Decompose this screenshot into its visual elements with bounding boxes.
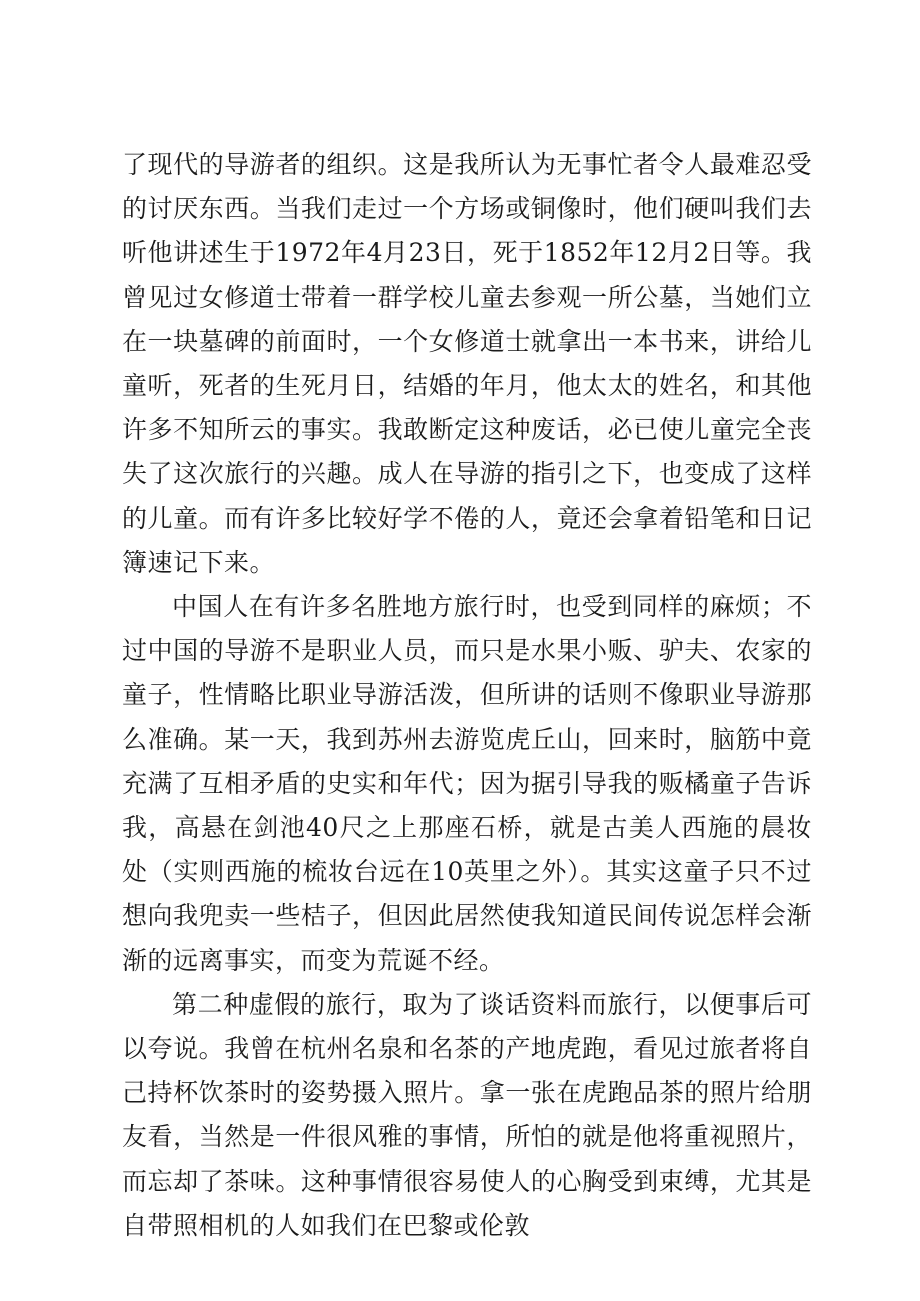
- paragraph-1: 了现代的导游者的组织。这是我所认为无事忙者令人最难忍受的讨厌东西。当我们走过一个方场或铜像时，他们硬叫我们去听他讲述生于1972年4月23日，死于1852年12月2日等。我曾见过女修道士带着一群学校儿童去参观一所公墓，当她们立在一块墓碑的前面时，一个女修道士就拿出一本书来，讲给儿童听，死者的生死月日，结婚的年月，他太太的姓名，和其他许多不知所云的事实。我敢断定这种废话，必已使儿童完全丧失了这次旅行的兴趣。成人在导游的指引之下，也变成了这样的儿童。而有许多比较好学不倦的人，竟还会拿着铅笔和日记簿速记下来。: [122, 150, 812, 577]
- body-text: [122, 143, 812, 1248]
- paragraph-3: 第二种虚假的旅行，取为了谈话资料而旅行，以便事后可以夸说。我曾在杭州名泉和名茶的产地虎跑，看见过旅者将自己持杯饮茶时的姿势摄入照片。拿一张在虎跑品茶的照片给朋友看，当然是一件很风雅的事情，所怕的就是他将重视照片，而忘却了茶味。这种事情很容易使人的心胸受到束缚，尤其是自带照相机的人如我们在巴黎或伦敦: [122, 989, 812, 1240]
- paragraph-2: 中国人在有许多名胜地方旅行时，也受到同样的麻烦；不过中国的导游不是职业人员，而只是水果小贩、驴夫、农家的童子，性情略比职业导游活泼，但所讲的话则不像职业导游那么准确。某一天，我到苏州去游览虎丘山，回来时，脑筋中竟充满了互相矛盾的史实和年代；因为据引导我的贩橘童子告诉我，高悬在剑池40尺之上那座石桥，就是古美人西施的晨妆处（实则西施的梳妆台远在10英里之外）。其实这童子只不过想向我兜卖一些桔子，但因此居然使我知道民间传说怎样会渐渐的远离事实，而变为荒诞不经。: [122, 592, 812, 975]
